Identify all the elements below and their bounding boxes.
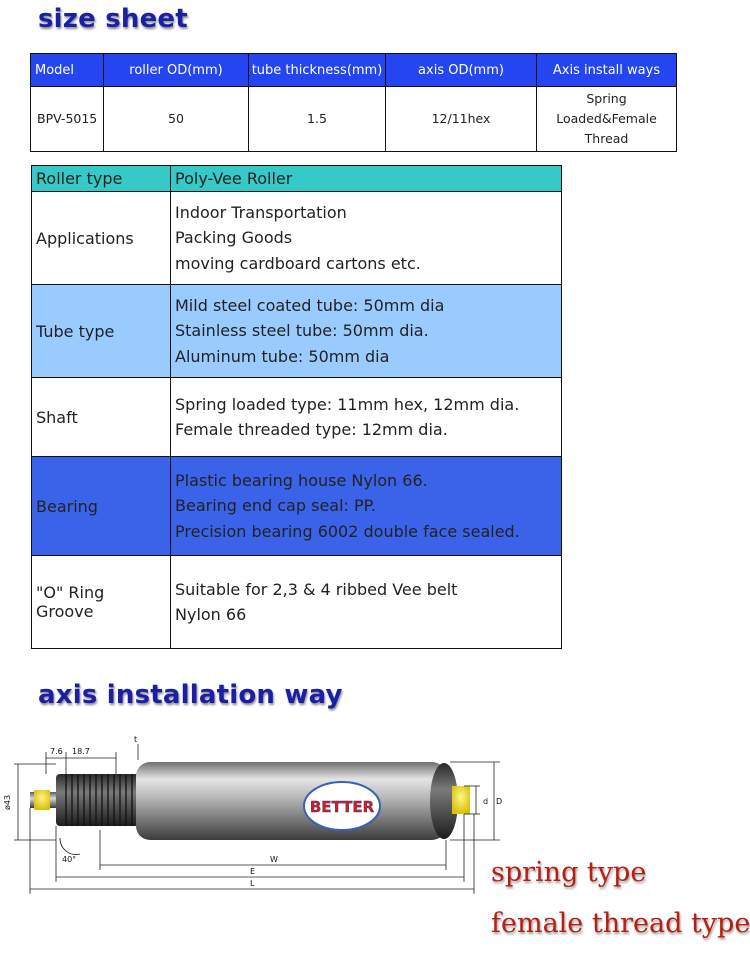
dim-label-a: 7.6 (50, 747, 63, 756)
dim-label-d-small: d (483, 797, 489, 806)
applications-label: Applications (32, 192, 171, 285)
spec-line: Aluminum tube: 50mm dia (175, 346, 390, 366)
shaft-label: Shaft (32, 378, 171, 457)
spec-line: Indoor Transportation (175, 202, 347, 222)
logo-text: BETTER (309, 798, 375, 816)
caption-female-thread-type: female thread type (491, 908, 750, 939)
spec-line: Bearing end cap seal: PP. (175, 496, 376, 516)
install-line: Loaded&Female (556, 111, 657, 126)
cell-model: BPV-5015 (31, 87, 104, 152)
spec-row-bearing (32, 457, 562, 556)
tube-type-label: Tube type (32, 285, 171, 378)
header-roller-od: roller OD(mm) (104, 54, 249, 87)
dim-label-phi: ø43 (3, 794, 12, 810)
spec-line: Plastic bearing house Nylon 66. (175, 470, 428, 490)
dim-label-d-big: D (496, 797, 503, 806)
spec-line: Nylon 66 (175, 605, 247, 624)
cell-install-ways (537, 87, 677, 152)
spec-line: Mild steel coated tube: 50mm dia (175, 295, 445, 315)
bearing-label: Bearing (32, 457, 171, 556)
dim-label-b: 18.7 (72, 747, 90, 756)
bearing-housing-left (56, 774, 142, 826)
bearing-value (171, 457, 562, 556)
spec-row-roller-type (32, 166, 562, 192)
o-ring-label: "O" Ring Groove (32, 556, 171, 649)
o-ring-value (171, 556, 562, 649)
tube-type-value (171, 285, 562, 378)
shaft-end-left (34, 790, 50, 810)
size-sheet-table (30, 53, 677, 152)
spec-row-applications (32, 192, 562, 285)
specification-table (31, 165, 562, 649)
spec-line: Precision bearing 6002 double face sealed. (175, 521, 520, 541)
spec-row-o-ring-groove (32, 556, 562, 649)
install-line: Spring (586, 91, 627, 106)
shaft-value (171, 378, 562, 457)
cell-axis-od: 12/11hex (386, 87, 537, 152)
dim-label-angle: 40° (62, 855, 77, 864)
install-line: Thread (584, 131, 629, 146)
axis-installation-heading: axis installation way (38, 680, 343, 710)
caption-spring-type: spring type (491, 857, 647, 888)
roller-tube (136, 762, 446, 840)
roller-type-value: Poly-Vee Roller (171, 166, 562, 192)
applications-value (171, 192, 562, 285)
dim-label-l: L (250, 879, 255, 888)
spec-row-shaft (32, 378, 562, 457)
dim-label-e: E (250, 867, 256, 876)
roller-type-label: Roller type (32, 166, 171, 192)
spec-line: Spring loaded type: 11mm hex, 12mm dia. (175, 394, 520, 414)
header-tube-thickness: tube thickness(mm) (249, 54, 386, 87)
header-axis-install-ways: Axis install ways (537, 54, 677, 87)
shaft-end-right (452, 786, 470, 814)
cell-thickness: 1.5 (249, 87, 386, 152)
spec-line: Suitable for 2,3 & 4 ribbed Vee belt (175, 579, 458, 599)
dim-label-t: t (134, 735, 138, 744)
angle-arc (60, 838, 80, 855)
table-row (31, 87, 677, 152)
header-axis-od: axis OD(mm) (386, 54, 537, 87)
spec-line: Stainless steel tube: 50mm dia. (175, 321, 429, 341)
spec-line: Female threaded type: 12mm dia. (175, 420, 448, 439)
spec-line: moving cardboard cartons etc. (175, 253, 421, 273)
size-sheet-heading: size sheet (38, 4, 188, 34)
size-table-header-row (31, 54, 677, 87)
header-model: Model (31, 54, 104, 87)
cell-roller-od: 50 (104, 87, 249, 152)
dim-label-w: W (270, 855, 278, 864)
roller-technical-drawing (0, 730, 503, 930)
spec-row-tube-type (32, 285, 562, 378)
spec-line: Packing Goods (175, 228, 293, 248)
